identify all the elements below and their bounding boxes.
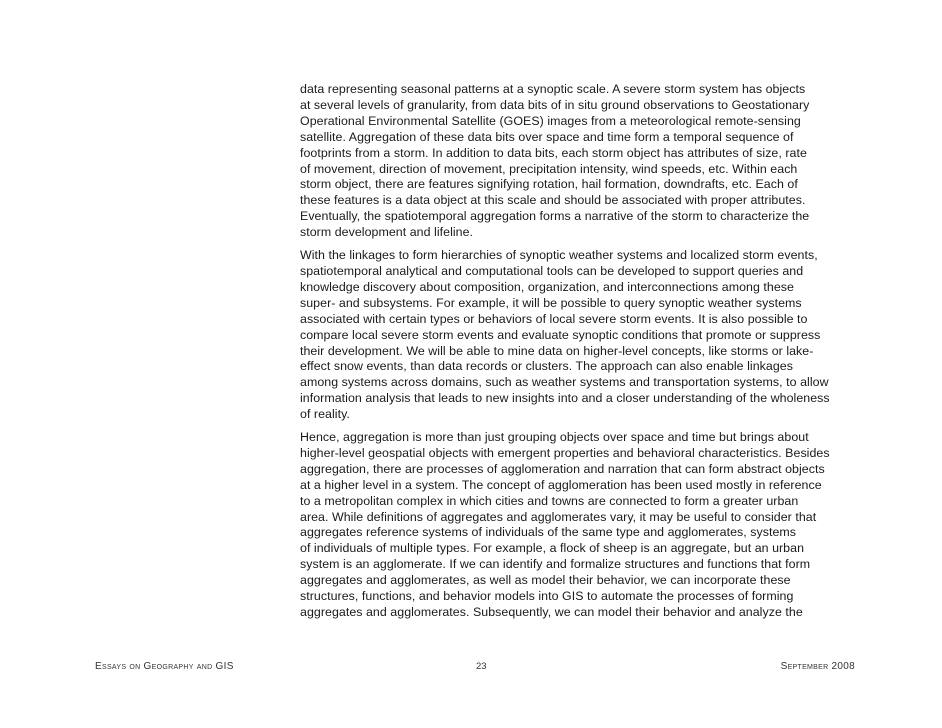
footer-page-number: 23: [476, 661, 487, 672]
paragraph-1: data representing seasonal patterns at a synoptic scale. A severe storm system has objects at several levels of granularity, from data bits of in situ ground observations to Geostationary Operational Environmental Satellite (GOES) images from a meteorological remote-sensing satellite. Aggregation of these data bits over space and time form a temporal sequence of footprints from a storm. In addition to data bits, each storm object has attributes of size, rate of movement, direction of movement, precipitation intensity, wind speeds, etc. Within each storm object, there are features signifying rotation, hail formation, downdrafts, etc. Each of these features is a data object at this scale and should be associated with proper attributes. Eventually, the spatiotemporal aggregation forms a narrative of the storm to characterize the storm development and lifeline.: [300, 82, 810, 240]
footer-date: September 2008: [780, 661, 855, 672]
footer-book-title: Essays on Geography and GIS: [95, 661, 234, 672]
page-footer: [0, 661, 942, 675]
paragraph-2: With the linkages to form hierarchies of synoptic weather systems and localized storm events, spatiotemporal analytical and computational tools can be developed to support queries and knowledge discovery about composition, organization, and interconnections among these super- and subsystems. For example, it will be possible to query synoptic weather systems associated with certain types or behaviors of local severe storm events. It is also possible to compare local severe storm events and evaluate synoptic conditions that promote or suppress their development. We will be able to mine data on higher-level concepts, like storms or lake- effect snow events, than data records or clusters. The approach can also enable linkages among systems across domains, such as weather systems and transportation systems, to allow information analysis that leads to new insights into and a closer understanding of the wholeness of reality.: [300, 248, 830, 422]
paragraph-3: Hence, aggregation is more than just grouping objects over space and time but brings about higher-level geospatial objects with emergent properties and behavioral characteristics. Besides aggregation, there are processes of agglomeration and narration that can form abstract objects at a higher level in a system. The concept of agglomeration has been used mostly in reference to a metropolitan complex in which cities and towns are connected to form a greater urban area. While definitions of aggregates and agglomerates vary, it may be useful to consider that aggregates reference systems of individuals of the same type and agglomerates, systems of individuals of multiple types. For example, a flock of sheep is an aggregate, but an urban system is an agglomerate. If we can identify and formalize structures and functions that form aggregates and agglomerates, as well as model their behavior, we can incorporate these structures, functions, and behavior models into GIS to automate the processes of forming aggregates and agglomerates. Subsequently, we can model their behavior and analyze the: [300, 430, 830, 619]
body-text-column: [300, 82, 860, 628]
